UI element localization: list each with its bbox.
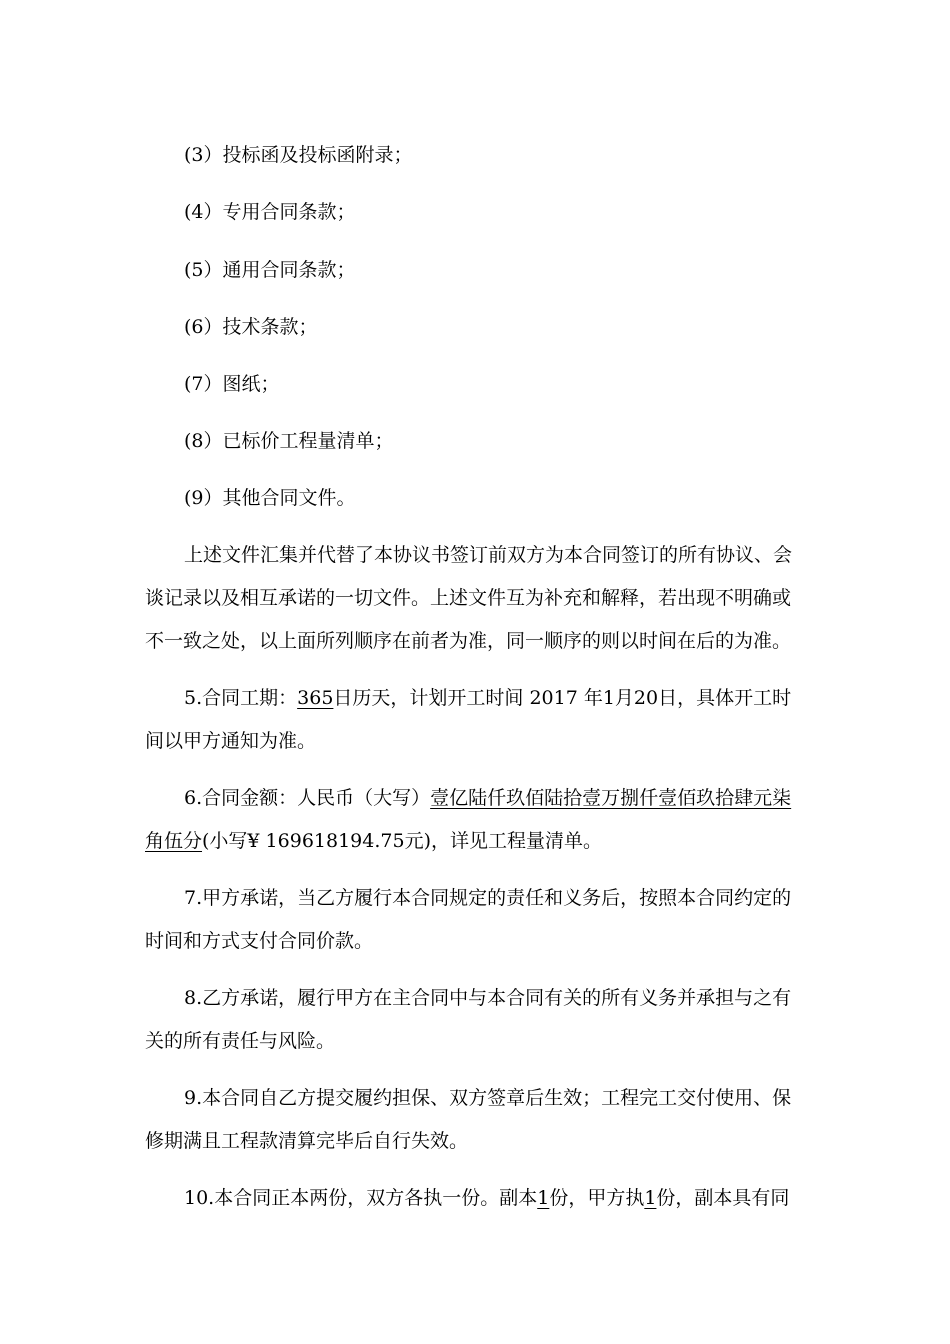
clause-5-line: 间以甲方通知为准。 <box>145 730 317 752</box>
list-item: (6）技术条款； <box>184 316 318 338</box>
clause-5-prefix: 5.合同工期： <box>184 687 298 709</box>
clause-7-line: 时间和方式支付合同价款。 <box>145 930 374 952</box>
contract-duration-days: 365 <box>297 687 334 709</box>
clause-10-part: 份，副本具有同 <box>656 1187 790 1209</box>
list-item: (3）投标函及投标函附录； <box>184 144 413 166</box>
list-item: (4）专用合同条款； <box>184 201 356 223</box>
copies-count: 1 <box>537 1187 550 1209</box>
clause-8-line: 8.乙方承诺，履行甲方在主合同中与本合同有关的所有义务并承担与之有 <box>184 987 792 1009</box>
clause-10-part: 份，甲方执 <box>549 1187 645 1209</box>
clause-6-prefix: 6.合同金额：人民币（大写） <box>184 787 431 809</box>
contract-amount-upper: 角伍分 <box>145 830 203 852</box>
clause-5-rest: 日历天，计划开工时间 2017 年1月20日，具体开工时 <box>333 687 792 709</box>
summary-paragraph-line: 上述文件汇集并代替了本协议书签订前双方为本合同签订的所有协议、会 <box>184 544 793 566</box>
clause-9-line: 9.本合同自乙方提交履约担保、双方签章后生效；工程完工交付使用、保 <box>184 1087 792 1109</box>
summary-paragraph-line: 谈记录以及相互承诺的一切文件。上述文件互为补充和解释，若出现不明确或 <box>145 587 792 609</box>
summary-paragraph-line: 不一致之处，以上面所列顺序在前者为准，同一顺序的则以时间在后的为准。 <box>145 630 792 652</box>
list-item: (7）图纸； <box>184 373 280 395</box>
list-item: (5）通用合同条款； <box>184 259 356 281</box>
clause-6-line <box>145 829 602 853</box>
clause-8-line: 关的所有责任与风险。 <box>145 1030 336 1052</box>
contract-amount-upper: 壹亿陆仟玖佰陆拾壹万捌仟壹佰玖拾肆元柒 <box>430 787 792 809</box>
list-item: (9）其他合同文件。 <box>184 487 356 509</box>
clause-5-line <box>184 686 791 710</box>
clause-10-part: 10.本合同正本两份，双方各执一份。副本 <box>184 1187 538 1209</box>
clause-7-line: 7.甲方承诺，当乙方履行本合同规定的责任和义务后，按照本合同约定的 <box>184 887 792 909</box>
clause-6-line <box>184 786 791 810</box>
contract-amount-lower: (小写¥ 169618194.75元)，详见工程量清单。 <box>202 830 602 852</box>
clause-9-line: 修期满且工程款清算完毕后自行失效。 <box>145 1130 469 1152</box>
list-item: (8）已标价工程量清单； <box>184 430 394 452</box>
clause-10-line <box>184 1186 789 1210</box>
copies-count: 1 <box>644 1187 657 1209</box>
